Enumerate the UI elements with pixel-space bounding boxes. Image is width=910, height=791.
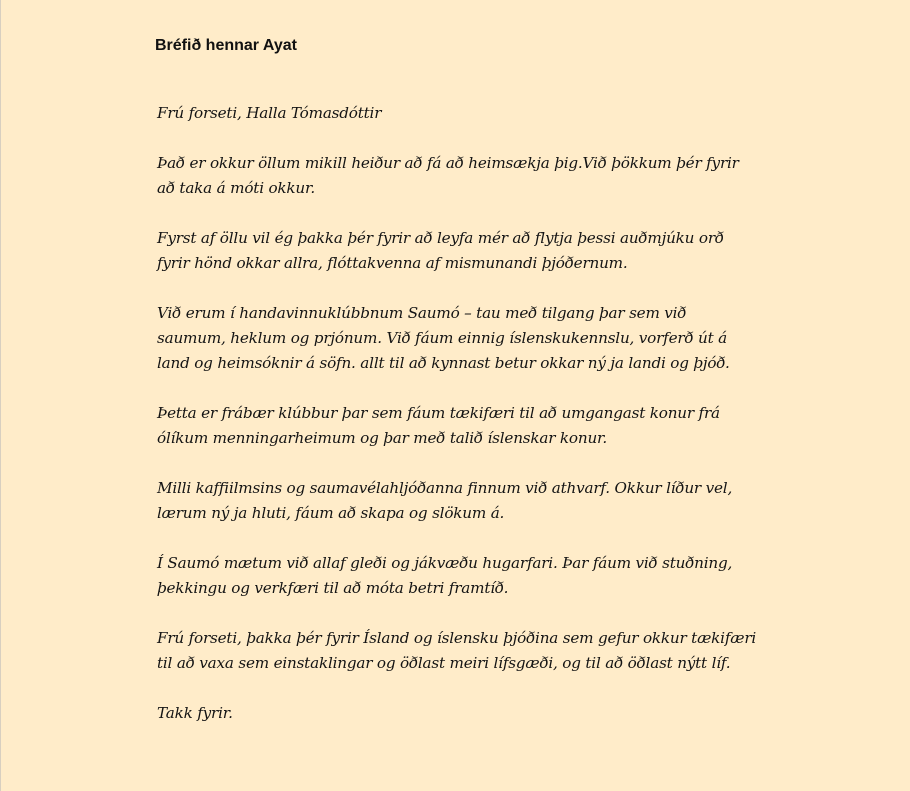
text-line: til að vaxa sem einstaklingar og öðlast meiri lífsgæði, og til að öðlast nýtt líf. [157,654,731,672]
text-line: land og heimsóknir á söfn. allt til að kynnast betur okkar ný ja landi og þjóð. [157,354,730,372]
text-line: ólíkum menningarheimum og þar með talið íslenskar konur. [157,429,608,447]
text-line: að taka á móti okkur. [157,179,316,197]
text-line: þekkingu og verkfæri til að móta betri framtíð. [157,579,509,597]
text-line: fyrir hönd okkar allra, flóttakvenna af mismunandi þjóðernum. [157,254,628,272]
text-line: lærum ný ja hluti, fáum að skapa og slökum á. [157,504,505,522]
page-title: Bréfið hennar Ayat [155,37,297,54]
letter-paragraph-3 [157,301,757,376]
text-line: Þetta er frábær klúbbur þar sem fáum tækifæri til að umgangast konur frá [157,404,720,422]
text-line: Fyrst af öllu vil ég þakka þér fyrir að leyfa mér að flytja þessi auðmjúku orð [157,229,724,247]
letter-paragraph-2 [157,226,757,276]
text-line: Frú forseti, Halla Tómasdóttir [157,104,382,122]
text-line: Frú forseti, þakka þér fyrir Ísland og íslensku þjóðina sem gefur okkur tækifæri [157,629,757,647]
text-line: Milli kaffiilmsins og saumavélahljóðanna finnum við athvarf. Okkur líður vel, [157,479,733,497]
letter-paragraph-7 [157,626,757,676]
letter-paragraph-4 [157,401,757,451]
letter-salutation [157,101,757,126]
text-line: Í Saumó mætum við allaf gleði og jákvæðu hugarfari. Þar fáum við stuðning, [157,554,733,572]
letter-body [157,101,757,751]
text-line: Takk fyrir. [157,704,233,722]
text-line: saumum, heklum og prjónum. Við fáum einnig íslenskukennslu, vorferð út á [157,329,727,347]
letter-paragraph-1 [157,151,757,201]
letter-closing [157,701,757,726]
text-line: Við erum í handavinnuklúbbnum Saumó – tau með tilgang þar sem við [157,304,687,322]
letter-paragraph-6 [157,551,757,601]
text-line: Það er okkur öllum mikill heiður að fá að heimsækja þig.Við þökkum þér fyrir [157,154,739,172]
letter-paragraph-5 [157,476,757,526]
